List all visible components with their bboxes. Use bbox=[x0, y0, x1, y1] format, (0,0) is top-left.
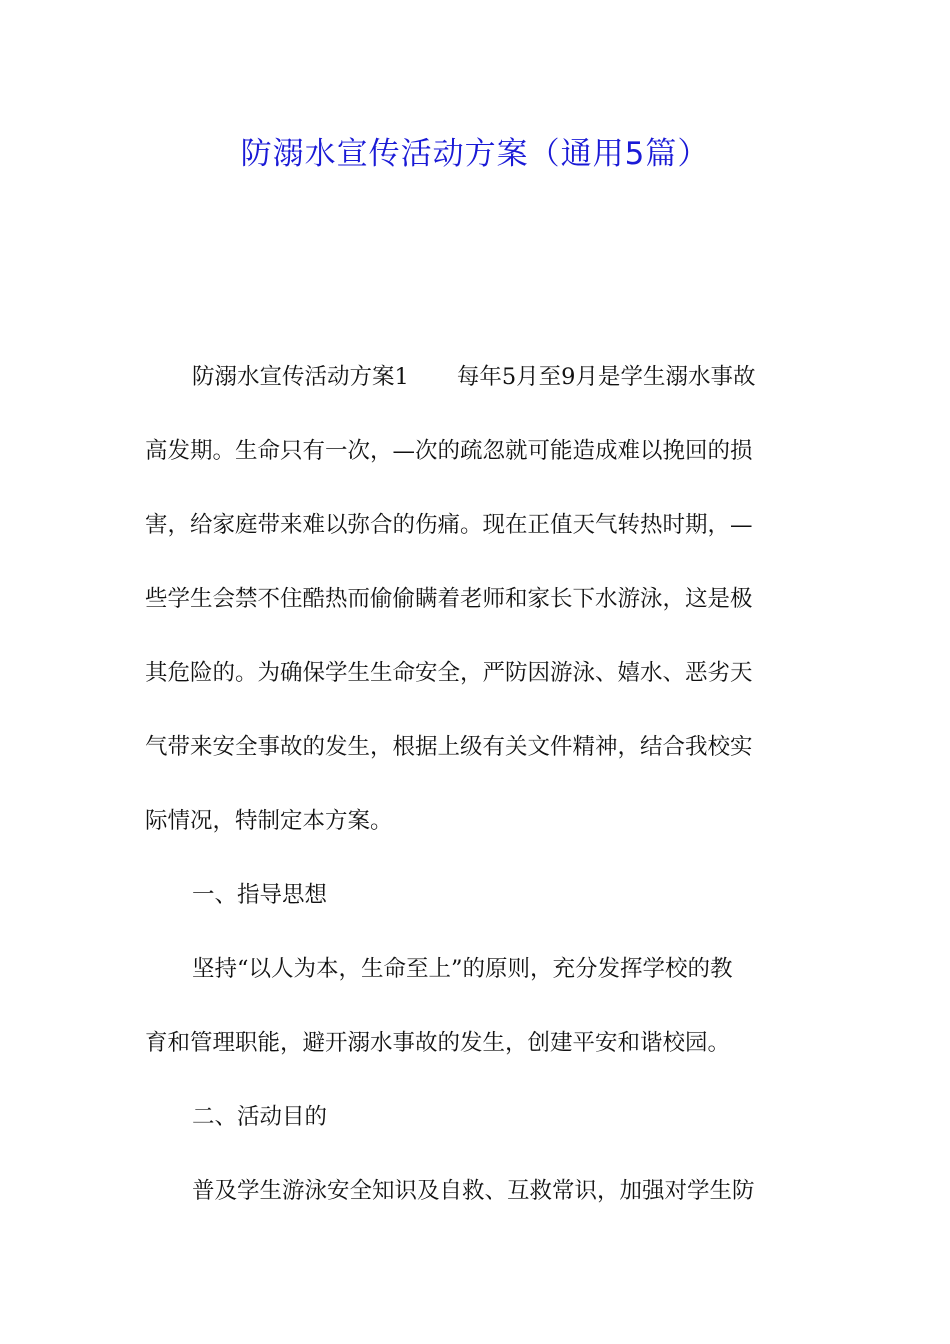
paragraph-line: 其危险的。为确保学生生命安全，严防因游泳、嬉水、恶劣天 bbox=[145, 660, 753, 686]
paragraph-text: 每年5月至9月是学生溺水事故 bbox=[456, 364, 756, 390]
document-body bbox=[145, 340, 810, 1228]
paragraph-line: 际情况，特制定本方案。 bbox=[145, 808, 393, 834]
paragraph-line: 害，给家庭带来难以弥合的伤痛。现在正值天气转热时期，— bbox=[145, 512, 753, 538]
paragraph-line: 普及学生游泳安全知识及自救、互救常识，加强对学生防 bbox=[192, 1178, 755, 1204]
paragraph-line: 坚持“以人为本，生命至上”的原则，充分发挥学校的教 bbox=[192, 956, 733, 982]
section-heading: 二、活动目的 bbox=[192, 1104, 328, 1130]
paragraph-line: 育和管理职能，避开溺水事故的发生，创建平安和谐校园。 bbox=[145, 1030, 731, 1056]
document-title: 防溺水宣传活动方案（通用5篇） bbox=[240, 136, 710, 172]
paragraph-line bbox=[145, 340, 810, 414]
paragraph-line: 气带来安全事故的发生，根据上级有关文件精神，结合我校实 bbox=[145, 734, 753, 760]
section-heading: 一、指导思想 bbox=[192, 882, 328, 908]
paragraph-line: 高发期。生命只有一次，—次的疏忽就可能造成难以挽回的损 bbox=[145, 438, 753, 464]
section-label: 防溺水宣传活动方案1 bbox=[192, 364, 409, 390]
paragraph-line: 些学生会禁不住酷热而偷偷瞒着老师和家长下水游泳，这是极 bbox=[145, 586, 753, 612]
